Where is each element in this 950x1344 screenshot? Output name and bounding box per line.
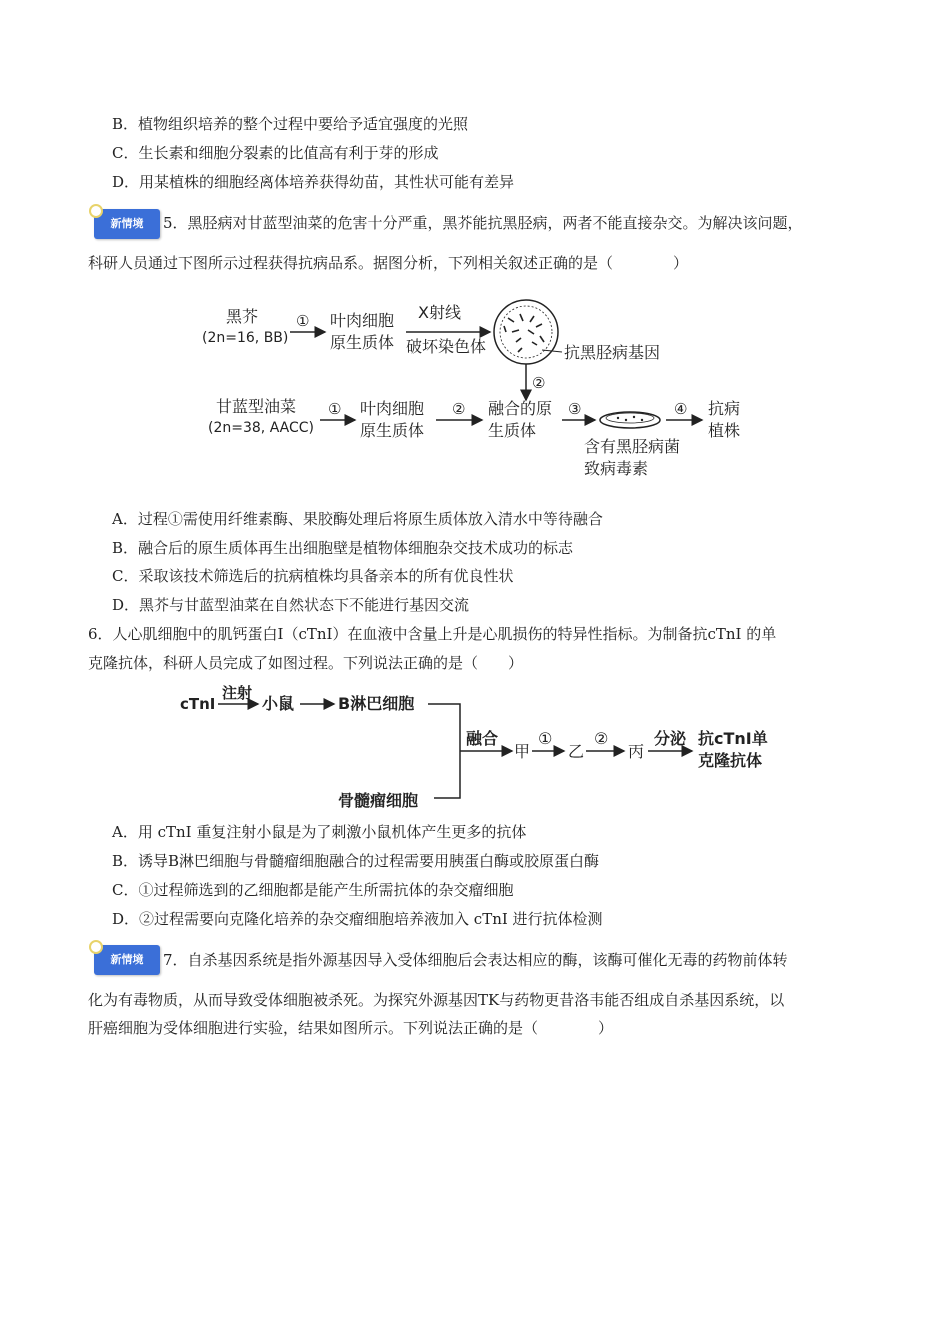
q5-broken: 破坏染色体 — [406, 337, 487, 356]
q5-fused-l1: 融合的原 — [488, 399, 553, 418]
q6-step1: ① — [538, 729, 553, 748]
q6-bcell: B淋巴细胞 — [338, 694, 415, 713]
q6-antibody-l1: 抗cTnI单 — [698, 729, 768, 748]
q5-option-b: B．融合后的原生质体再生出细胞壁是植物体细胞杂交技术成功的标志 — [112, 539, 574, 557]
q5-toxin-l2: 致病毒素 — [584, 459, 649, 478]
q6-option-c: C．①过程筛选到的乙细胞都是能产生所需抗体的杂交瘤细胞 — [112, 881, 514, 899]
q6-secrete: 分泌 — [654, 729, 687, 748]
q5-step1-bottom: ① — [328, 400, 342, 418]
q5-resist-gene: 抗黑胫病基因 — [564, 343, 661, 362]
q6-step2: ② — [594, 729, 609, 748]
q5-step4: ④ — [674, 400, 688, 418]
q5-option-a: A．过程①需使用纤维素酶、果胶酶处理后将原生质体放入清水中等待融合 — [112, 510, 603, 528]
q5-stem-line2: 科研人员通过下图所示过程获得抗病品系。据图分析，下列相关叙述正确的是（ ） — [88, 254, 689, 272]
q6-jia: 甲 — [514, 742, 531, 761]
badge-ring-icon — [89, 204, 103, 218]
q5-plant-l1: 抗病 — [708, 399, 741, 418]
q5-protoplast-top-l1: 叶肉细胞 — [330, 311, 395, 330]
q5-chromosome-fragments — [504, 314, 544, 352]
q5-heijie: 黑芥 — [226, 307, 259, 326]
q5-protoplast-bottom-l2: 原生质体 — [360, 421, 425, 440]
q5-plant-l2: 植株 — [708, 421, 741, 440]
q5-xray: X射线 — [418, 303, 461, 322]
q5-stem-line1: 5．黑胫病对甘蓝型油菜的危害十分严重，黑芥能抗黑胫病，两者不能直接杂交。为解决该问题， — [163, 214, 803, 232]
q7-stem-line3: 肝癌细胞为受体细胞进行实验，结果如图所示。下列说法正确的是（ ） — [88, 1019, 614, 1037]
q5-heijie-sub: (2n=16, BB) — [202, 330, 289, 346]
q5-ganlan-sub: (2n=38, AACC) — [208, 420, 314, 436]
q6-stem-line2: 克隆抗体，科研人员完成了如图过程。下列说法正确的是（ ） — [88, 654, 524, 672]
q6-inject: 注射 — [222, 684, 253, 702]
q5-toxin-l1: 含有黑胫病菌 — [584, 437, 681, 456]
new-context-badge-q7: 新情境 — [94, 945, 160, 975]
q5-petri-dish — [600, 412, 660, 428]
q6-yi: 乙 — [568, 742, 585, 761]
q7-stem-line1: 7．自杀基因系统是指外源基因导入受体细胞后会表达相应的酶，该酶可催化无毒的药物前体转 — [163, 951, 788, 969]
q6-antibody-l2: 克隆抗体 — [698, 751, 763, 770]
q5-step2-vertical: ② — [532, 374, 546, 392]
q5-ganlan: 甘蓝型油菜 — [216, 397, 297, 416]
q6-mouse: 小鼠 — [262, 694, 295, 713]
q6-option-b: B．诱导B淋巴细胞与骨髓瘤细胞融合的过程需要用胰蛋白酶或胶原蛋白酶 — [112, 852, 600, 870]
q5-protoplast-top-l2: 原生质体 — [330, 333, 395, 352]
q5-protoplast-bottom-l1: 叶肉细胞 — [360, 399, 425, 418]
q5-fused-l2: 生质体 — [488, 421, 537, 440]
q6-stem-line1: 6．人心肌细胞中的肌钙蛋白Ⅰ（cTnI）在血液中含量上升是心肌损伤的特异性指标。为制备抗cTnI 的单 — [88, 625, 777, 643]
q4-option-b: B．植物组织培养的整个过程中要给予适宜强度的光照 — [112, 115, 469, 133]
q4-option-c: C．生长素和细胞分裂素的比值高有利于芽的形成 — [112, 144, 439, 162]
badge-ring-icon — [89, 940, 103, 954]
q4-option-d: D．用某植株的细胞经离体培养获得幼苗，其性状可能有差异 — [112, 173, 515, 191]
new-context-badge: 新情境 — [94, 209, 160, 239]
q5-step2-horizontal: ② — [452, 400, 466, 418]
q5-option-c: C．采取该技术筛选后的抗病植株均具备亲本的所有优良性状 — [112, 567, 514, 585]
q6-diagram — [176, 680, 776, 815]
q5-diagram — [190, 290, 780, 490]
q5-step1-top: ① — [296, 312, 310, 330]
q6-bing: 丙 — [628, 742, 645, 761]
q6-option-d: D．②过程需要向克隆化培养的杂交瘤细胞培养液加入 cTnI 进行抗体检测 — [112, 910, 603, 928]
q5-protoplast-circle — [494, 300, 558, 364]
q6-option-a: A．用 cTnI 重复注射小鼠是为了刺激小鼠机体产生更多的抗体 — [112, 823, 527, 841]
q6-ctni: cTnI — [180, 695, 216, 713]
q5-step3: ③ — [568, 400, 582, 418]
q7-stem-line2: 化为有毒物质，从而导致受体细胞被杀死。为探究外源基因TK与药物更昔洛韦能否组成自杀基因系统，以 — [88, 991, 785, 1009]
q6-fuse: 融合 — [466, 729, 499, 748]
q5-option-d: D．黑芥与甘蓝型油菜在自然状态下不能进行基因交流 — [112, 596, 470, 614]
q6-myeloma: 骨髓瘤细胞 — [338, 791, 419, 810]
